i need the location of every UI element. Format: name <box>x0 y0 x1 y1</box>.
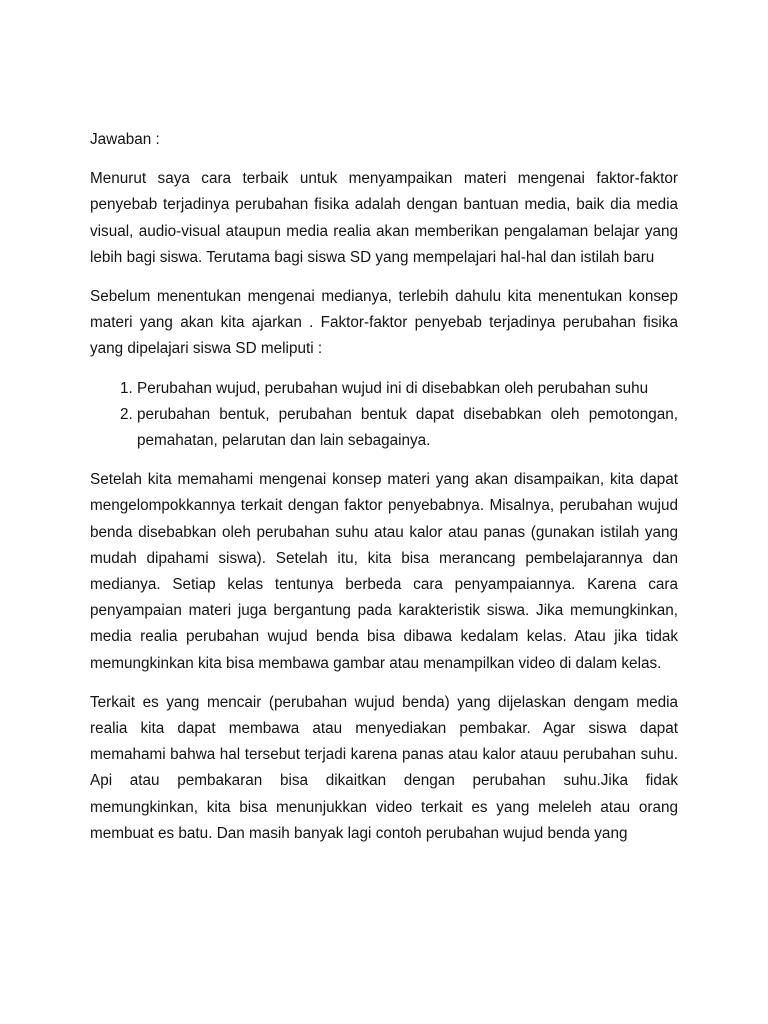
paragraph-concept: Sebelum menentukan mengenai medianya, terlebih dahulu kita menentukan konsep materi yang akan kita ajarkan . Faktor-faktor penyebab terjadinya perubahan fisika yang dipelajari siswa SD meliputi : <box>90 288 678 358</box>
paragraph-example: Terkait es yang mencair (perubahan wujud benda) yang dijelaskan dengam media realia kita dapat membawa atau menyediakan pembakar. Agar siswa dapat memahami bahwa hal tersebut terjadi karena panas atau kalor atauu perubahan suhu. Api atau pembakaran bisa dikaitkan dengan perubahan suhu.Jika fidak memungkinkan, kita bisa menunjukkan video terkait es yang meleleh atau orang membuat es batu. Dan masih banyak lagi contoh perubahan wujud benda yang <box>90 693 678 842</box>
answer-heading: Jawaban : <box>90 131 160 148</box>
list-item: 1. Perubahan wujud, perubahan wujud ini di disebabkan oleh perubahan suhu <box>137 376 678 402</box>
document-page <box>90 127 678 860</box>
paragraph-intro: Menurut saya cara terbaik untuk menyampaikan materi mengenai faktor-faktor penyebab terjadinya perubahan fisika adalah dengan bantuan media, baik dia media visual, audio-visual ataupun media realia akan memberikan pengalaman belajar yang lebih bagi siswa. Terutama bagi siswa SD yang mempelajari hal-hal dan istilah baru <box>90 170 678 266</box>
list-item: 2. perubahan bentuk, perubahan bentuk dapat disebabkan oleh pemotongan, pemahatan, pelarutan dan lain sebagainya. <box>137 402 678 454</box>
factor-list <box>90 376 678 455</box>
paragraph-grouping: Setelah kita memahami mengenai konsep materi yang akan disampaikan, kita dapat mengelompokkannya terkait dengan faktor penyebabnya. Misalnya, perubahan wujud benda disebabkan oleh perubahan suhu atau kalor atau panas (gunakan istilah yang mudah dipahami siswa). Setelah itu, kita bisa merancang pembelajarannya dan medianya. Setiap kelas tentunya berbeda cara penyampaiannya. Karena cara penyampaian materi juga bergantung pada karakteristik siswa. Jika memungkinkan, media realia perubahan wujud benda bisa dibawa kedalam kelas. Atau jika tidak memungkinkan kita bisa membawa gambar atau menampilkan video di dalam kelas. <box>90 471 678 672</box>
